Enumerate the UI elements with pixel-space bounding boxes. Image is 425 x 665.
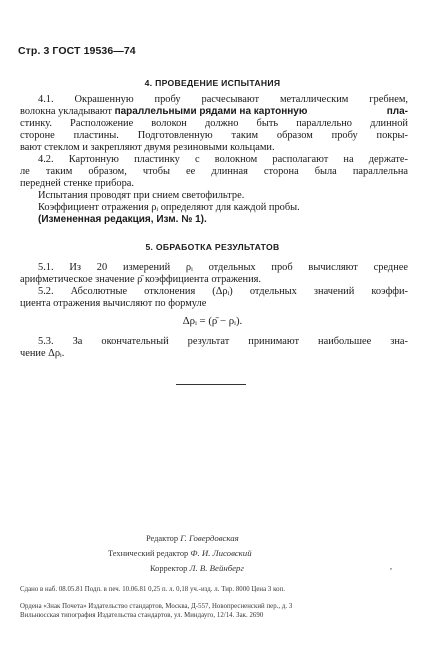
stray-mark: , bbox=[390, 562, 392, 571]
printer-line: Вильнюсская типография Издательства стандартов, ул. Миндауго, 12/14. Зак. 2690 bbox=[20, 612, 264, 619]
section-4-title: 4. ПРОВЕДЕНИЕ ИСПЫТАНИЯ bbox=[144, 78, 281, 88]
paragraph-line: Коэффициент отражения ρᵢ определяют для каждой пробы. bbox=[38, 202, 300, 213]
editor-credit bbox=[146, 533, 239, 543]
paragraph-line: 5.1. Из 20 измерений ρᵢ отдельных проб вычисляют среднее bbox=[38, 262, 408, 273]
paragraph-line: 5.2. Абсолютные отклонения (Δρᵢ) отдельных значений коэффи- bbox=[38, 286, 408, 297]
paragraph-line: Испытания проводят при снием светофильтре. bbox=[38, 190, 245, 201]
paragraph-line: стороне пластины. Подготовленную таким образом пробу покры- bbox=[20, 130, 408, 141]
paragraph-line: циента отражения вычисляют по формуле bbox=[20, 298, 207, 309]
publisher-line: Ордена «Знак Почета» Издательство стандартов, Москва, Д-557, Новопресненский пер., д. 3 bbox=[20, 603, 293, 610]
paragraph-line bbox=[20, 106, 408, 118]
editor-name: Г. Говердовская bbox=[180, 533, 239, 543]
paragraph-line: передней стенке прибора. bbox=[20, 178, 134, 189]
paragraph-line: вают стеклом и закрепляют двумя резиновыми кольцами. bbox=[20, 142, 275, 153]
emphasis-text: пла- bbox=[386, 106, 408, 117]
proofreader-role: Корректор bbox=[150, 564, 188, 573]
editor-role: Редактор bbox=[146, 534, 179, 543]
paragraph-line: ле таким образом, чтобы ее длинная сторона была параллельна bbox=[20, 166, 408, 177]
paragraph-line: чение Δρᵢ. bbox=[20, 348, 65, 359]
amendment-note: (Измененная редакция, Изм. № 1). bbox=[38, 214, 207, 225]
paragraph-line: 4.2. Картонную пластинку с волокном располагают на держате- bbox=[38, 154, 408, 165]
page-header: Стр. 3 ГОСТ 19536—74 bbox=[18, 45, 136, 57]
paragraph-line: 5.3. За окончательный результат принимают наибольшее зна- bbox=[38, 336, 408, 347]
text-fragment: волокна укладывают bbox=[20, 106, 112, 117]
proofreader-credit bbox=[150, 563, 244, 573]
formula: Δρᵢ = (ρ̄ − ρᵢ). bbox=[182, 315, 243, 327]
paragraph-line: 4.1. Окрашенную пробу расчесывают металлическим гребнем, bbox=[38, 94, 408, 105]
paragraph-line: арифметическое значение ρ̄ коэффициента отражения. bbox=[20, 274, 262, 285]
section-5-title: 5. ОБРАБОТКА РЕЗУЛЬТАТОВ bbox=[145, 242, 280, 252]
proofreader-name: Л. В. Вейнберг bbox=[189, 563, 244, 573]
paragraph-line: стинку. Расположение волокон должно быть параллельно длинной bbox=[20, 118, 408, 129]
tech-editor-role: Технический редактор bbox=[108, 549, 189, 558]
section-divider bbox=[176, 384, 246, 385]
emphasis-text: параллельными рядами на картонную bbox=[114, 106, 308, 117]
tech-editor-credit bbox=[108, 548, 252, 558]
print-data-line: Сдано в наб. 08.05.81 Подп. в печ. 10.06.81 0,25 п. л. 0,18 уч.-изд. л. Тир. 8000 Цена 3 коп. bbox=[20, 586, 286, 593]
tech-editor-name: Ф. И. Лисовский bbox=[190, 548, 252, 558]
